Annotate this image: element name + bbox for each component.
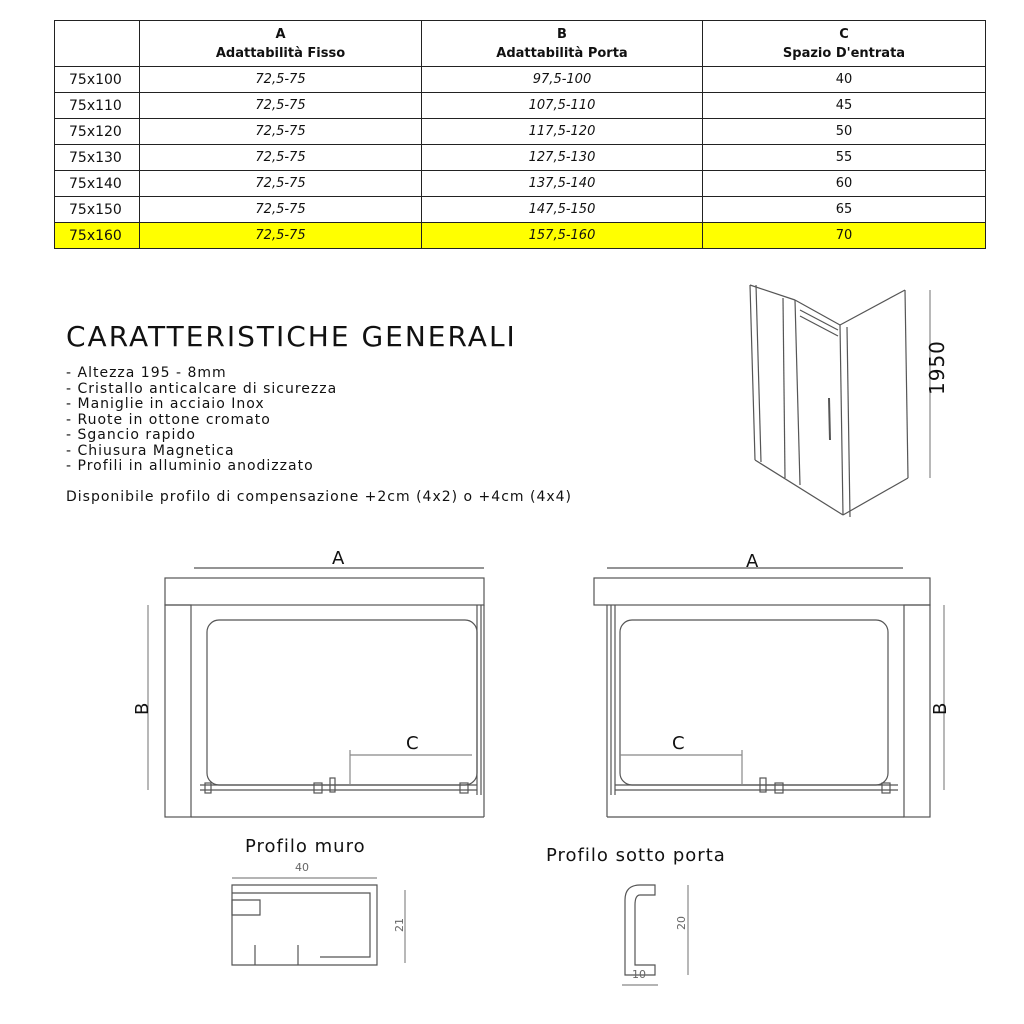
- feature-item: - Chiusura Magnetica: [66, 442, 235, 459]
- size-cell: 75x150: [55, 197, 140, 223]
- porta-cell: 97,5-100: [422, 67, 703, 93]
- size-cell: 75x160: [55, 223, 140, 249]
- porta-cell: 117,5-120: [422, 119, 703, 145]
- enclosure-perspective: [750, 285, 908, 517]
- features-title: CARATTERISTICHE GENERALI: [66, 320, 517, 353]
- entrata-cell: 65: [703, 197, 986, 223]
- fisso-cell: 72,5-75: [140, 119, 422, 145]
- door-profile-width: 10: [632, 968, 646, 981]
- porta-cell: 137,5-140: [422, 171, 703, 197]
- feature-item: - Cristallo anticalcare di sicurezza: [66, 380, 338, 397]
- fisso-cell: 72,5-75: [140, 223, 422, 249]
- entrata-cell: 45: [703, 93, 986, 119]
- header-a: A Adattabilità Fisso: [140, 21, 422, 67]
- wall-profile-title: Profilo muro: [245, 836, 366, 857]
- size-cell: 75x140: [55, 171, 140, 197]
- size-cell: 75x110: [55, 93, 140, 119]
- size-cell: 75x130: [55, 145, 140, 171]
- door-profile-height: 20: [675, 916, 688, 930]
- wall-profile-height: 21: [393, 918, 406, 932]
- porta-cell: 127,5-130: [422, 145, 703, 171]
- fisso-cell: 72,5-75: [140, 171, 422, 197]
- header-c: C Spazio D'entrata: [703, 21, 986, 67]
- plan-left-label-a: A: [332, 548, 346, 569]
- plan-right: [594, 568, 944, 817]
- plan-right-label-b: B: [930, 701, 951, 715]
- feature-item: - Sgancio rapido: [66, 427, 196, 443]
- feature-item: - Altezza 195 - 8mm: [66, 365, 227, 381]
- entrata-cell: 55: [703, 145, 986, 171]
- fisso-cell: 72,5-75: [140, 145, 422, 171]
- plan-left: [148, 568, 484, 817]
- plan-right-label-c: C: [672, 733, 686, 754]
- porta-cell: 157,5-160: [422, 223, 703, 249]
- size-cell: 75x120: [55, 119, 140, 145]
- entrata-cell: 60: [703, 171, 986, 197]
- feature-item: - Profili in alluminio anodizzato: [66, 458, 314, 474]
- plan-left-label-c: C: [406, 733, 420, 754]
- wall-profile-width: 40: [295, 861, 309, 874]
- height-label: 1950: [925, 340, 949, 395]
- plan-right-label-a: A: [746, 551, 760, 572]
- header-b: B Adattabilità Porta: [422, 21, 703, 67]
- fisso-cell: 72,5-75: [140, 93, 422, 119]
- feature-item: - Maniglie in acciaio Inox: [66, 396, 265, 412]
- fisso-cell: 72,5-75: [140, 67, 422, 93]
- entrata-cell: 70: [703, 223, 986, 249]
- wall-profile-drawing: [232, 878, 405, 965]
- fisso-cell: 72,5-75: [140, 197, 422, 223]
- door-profile-title: Profilo sotto porta: [546, 845, 726, 866]
- feature-item: - Ruote in ottone cromato: [66, 411, 271, 428]
- entrata-cell: 50: [703, 119, 986, 145]
- entrata-cell: 40: [703, 67, 986, 93]
- porta-cell: 147,5-150: [422, 197, 703, 223]
- plan-left-label-b: B: [132, 701, 153, 715]
- size-cell: 75x100: [55, 67, 140, 93]
- compensation-note: Disponibile profilo di compensazione +2cm (4x2) o +4cm (4x4): [66, 489, 573, 505]
- porta-cell: 107,5-110: [422, 93, 703, 119]
